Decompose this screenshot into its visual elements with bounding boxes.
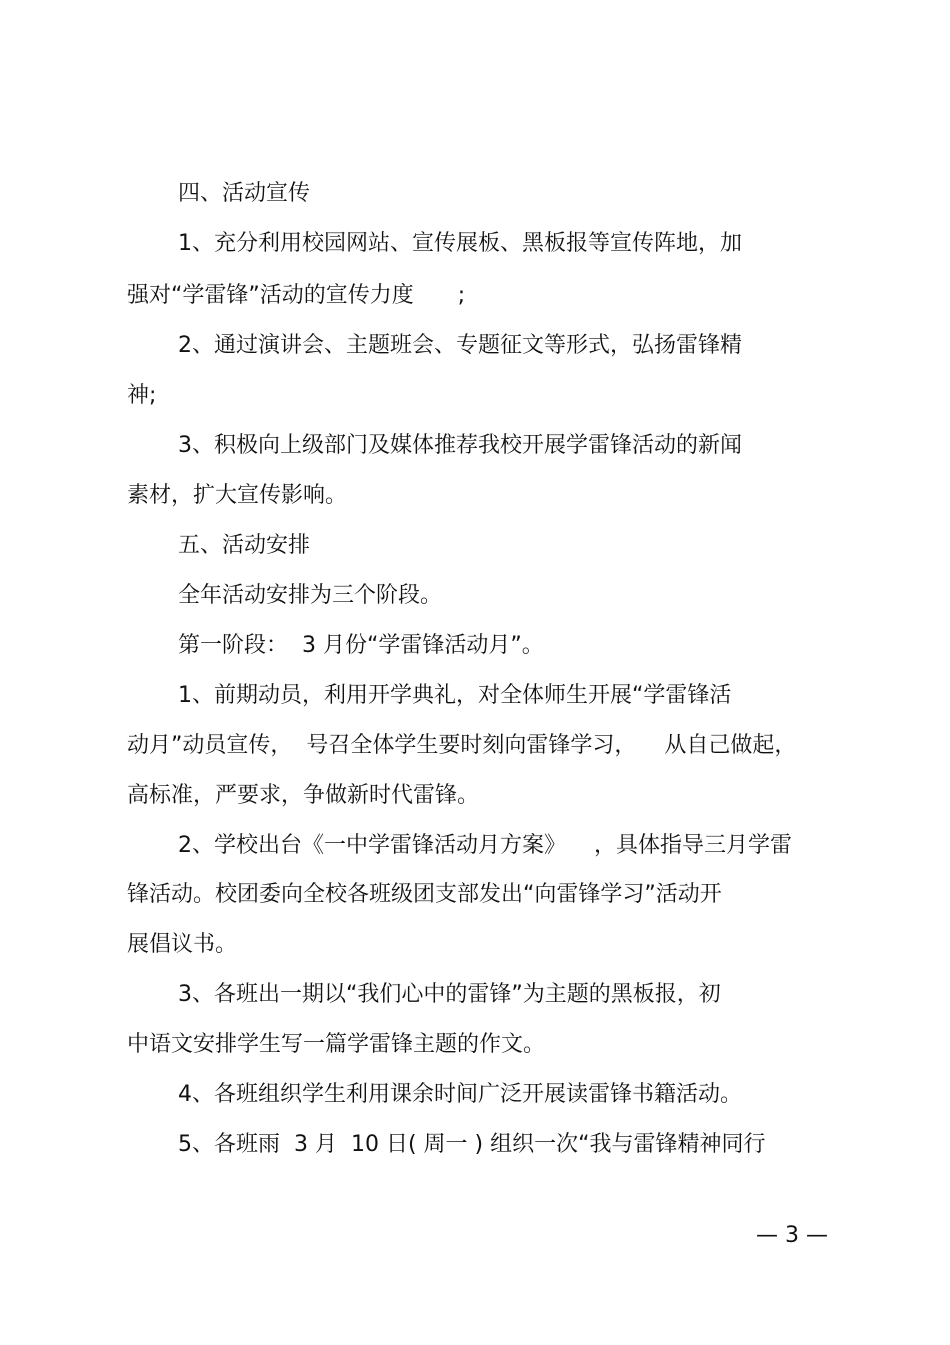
paragraph-line: 神; (127, 383, 157, 408)
section-heading-publicity: 四、活动宣传 (178, 181, 311, 206)
paragraph-line: 5、各班雨 3 月 10 日( 周一 ) 组织一次“我与雷锋精神同行 (178, 1132, 766, 1157)
stage-heading: 第一阶段： 3 月份“学雷锋活动月”。 (178, 633, 544, 658)
paragraph-line: 2、通过演讲会、主题班会、专题征文等形式，弘扬雷锋精 (178, 333, 742, 358)
paragraph-line: 4、各班组织学生利用课余时间广泛开展读雷锋书籍活动。 (178, 1082, 742, 1107)
paragraph-line: 1、充分利用校园网站、宣传展板、黑板报等宣传阵地，加 (178, 231, 742, 256)
paragraph-line: 动月”动员宣传， 号召全体学生要时刻向雷锋学习， 从自己做起， (127, 733, 797, 758)
paragraph-line: 2、学校出台《一中学雷锋活动月方案》 ，具体指导三月学雷 (178, 833, 792, 858)
paragraph-line: 锋活动。校团委向全校各班级团支部发出“向雷锋学习”活动开 (127, 882, 722, 907)
paragraph-line: 中语文安排学生写一篇学雷锋主题的作文。 (127, 1032, 546, 1057)
paragraph-line: 展倡议书。 (127, 932, 238, 957)
paragraph-line: 全年活动安排为三个阶段。 (178, 583, 443, 608)
paragraph-line: 强对“学雷锋”活动的宣传力度 ; (127, 283, 466, 308)
paragraph-line: 3、积极向上级部门及媒体推荐我校开展学雷锋活动的新闻 (178, 433, 742, 458)
paragraph-line: 高标准，严要求，争做新时代雷锋。 (127, 783, 480, 808)
page-number: — 3 — (756, 1223, 828, 1248)
paragraph-line: 1、前期动员，利用开学典礼，对全体师生开展“学雷锋活 (178, 683, 732, 708)
paragraph-line: 3、各班出一期以“我们心中的雷锋”为主题的黑板报，初 (178, 982, 721, 1007)
section-heading-schedule: 五、活动安排 (178, 533, 311, 558)
paragraph-line: 素材，扩大宣传影响。 (127, 483, 348, 508)
